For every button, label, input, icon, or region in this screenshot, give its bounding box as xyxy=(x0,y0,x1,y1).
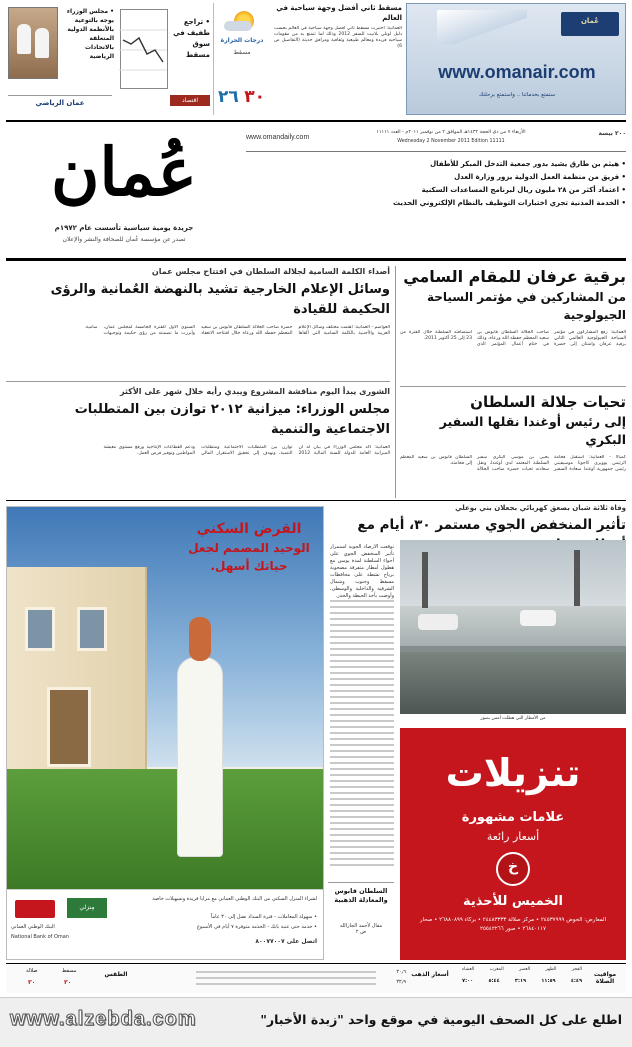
gold-label: أسعار الذهب xyxy=(411,971,449,978)
top-tourism-story xyxy=(274,3,402,115)
sale-line-2: أسعار رائعة xyxy=(486,830,540,843)
sports-headline: • مجلس الوزراء يوجه بالتوعية بالأنظمة الدولية المتعلقة بالاتحادات الرياضية xyxy=(66,8,114,60)
footer-site[interactable]: www.alzebda.com xyxy=(10,1008,197,1030)
prayer-label: مواقيت الصلاة xyxy=(593,971,617,985)
weather-label: درجات الحرارة xyxy=(220,37,264,44)
weather-city: مسقط xyxy=(233,49,251,56)
greetings-headline-2: إلى رئيس أوغندا نقلها السفير البكري xyxy=(439,414,626,447)
bank-ad-feature: • سهولة المعاملات - فترة السداد تصل إلى ٣٠ عاماً xyxy=(210,914,317,920)
market-headline: • تراجع طفيف في سوق مسقط xyxy=(173,18,210,59)
top-weather-box xyxy=(213,3,269,115)
cloud-icon xyxy=(224,21,252,31)
budget-kicker: الشورى يبدأ اليوم مناقشة المشروع ويبدي رأيه خلال شهر على الأكثر xyxy=(119,387,390,396)
weather-body: توقعت الأرصاد الجوية استمرار تأثير المنخفض الجوي على أجواء السلطنة لمدة يومين مع هطول أمطار متفرقة مصحوبة برياح نشطة على محافظات مسقط وجنوب وشمال الشرقية والداخلية والوسطى، وأوصت بأخذ الحيطة والحذر. xyxy=(330,544,394,599)
cable-headline-2: من المشاركين في مؤتمر السياحة الجيولوجية xyxy=(426,290,626,322)
bank-ad-badge: مِنزلي xyxy=(67,898,107,918)
bank-ad-body: لشراء المنزل السكني من البنك الوطني العماني مع مزايا فريدة وتسهيلات خاصة xyxy=(152,896,317,902)
shura-divider xyxy=(6,381,390,382)
greetings-body: كمبالا - العمانية: استقبل فخامة الرئيس يوويري كاجوتا موسيفيني رئيس جمهورية أوغندا سعادة السفير يحيى بن موسى البكري سفير السلطنة المعتمد لدى أوغندا، ونقل سعادته تحيات حضرة صاحب الجلالة السلطان قابوس بن سعيد المعظم إلى فخامته. xyxy=(400,455,626,472)
highlight-item[interactable]: • اعتماد أكثر من ٢٨ مليون ريال لبرنامج المساعدات السكنية xyxy=(421,186,626,194)
bank-ad-phone[interactable]: اتصل على ٨٠٠٧٧٠٠٧ xyxy=(255,938,317,945)
bank-name: البنك الوطني العماني xyxy=(11,924,55,930)
weather-photo[interactable] xyxy=(400,540,626,714)
date-strip xyxy=(246,128,626,152)
top-divider xyxy=(6,120,626,122)
budget-body: العمانية: أكد مجلس الوزراء في بيان له أن الميزانية العامة للدولة للسنة المالية 2012 توازن بين المتطلبات الاجتماعية ومتطلبات التنمية، وتهدف إلى تحقيق الاستقرار المالي ودعم القطاعات الإنتاجية ورفع مستوى معيشة المواطنين وتوفير فرص العمل. xyxy=(103,445,390,456)
prayer-name: المغرب xyxy=(489,967,504,972)
sale-title: تنزيلات xyxy=(445,751,581,795)
market-trend-icon xyxy=(119,10,167,90)
mini-ad-page: ص ٢ xyxy=(355,929,367,935)
bank-ad-father xyxy=(177,657,223,857)
story-weather-kicker: وفاة ثلاثة شبان بصعق كهربائي بجعلان بني بوعلي xyxy=(455,504,626,512)
prayer-time: ٧:٠٠ xyxy=(462,978,474,984)
logo-tagline: جريدة يومية سياسية تأسست عام ١٩٧٢م xyxy=(54,224,194,232)
temp-min: ٢٦ xyxy=(218,87,239,107)
price-label: ٢٠٠ بيسة xyxy=(598,130,626,137)
market-chart-thumb xyxy=(120,9,168,89)
budget-headline: مجلس الوزراء: ميزانية ٢٠١٢ توازن بين المتطلبات الاجتماعية والتنمية xyxy=(74,402,390,437)
prayer-time: ٥:٤٤ xyxy=(488,978,500,984)
date-arabic: الأربعاء ٧ من ذي الحجة ١٤٣٢هـ الموافق ٢ من نوفمبر ٢٠١١م - العدد ١١١١١ xyxy=(376,130,526,135)
store-logo-glyph: خ xyxy=(507,859,519,875)
bank-ad-title-3: حياتك أسهل. xyxy=(210,559,288,573)
footer-banner[interactable] xyxy=(0,997,632,1047)
mini-ad-author: مقال لأحمد الجارالله xyxy=(339,923,383,929)
prayer-name: الفجر xyxy=(571,967,582,972)
weather-headline[interactable]: تأثير المنخفض الجوي مستمر ٣٠، أيام مع xyxy=(357,517,626,533)
city-temp: ٣٠ xyxy=(28,979,36,986)
gold-value: ٢٠٫٦ xyxy=(396,969,406,975)
sports-photo xyxy=(8,7,58,79)
highlight-item[interactable]: • هيثم بن طارق يشيد بدور جمعية التدخل المبكر للأطفال xyxy=(430,160,626,168)
masthead xyxy=(6,124,626,254)
bank-ad[interactable] xyxy=(6,506,324,960)
logo-wordmark: عُمان xyxy=(50,133,198,211)
tourism-text: العمانية: اختيرت مسقط ثاني أفضل وجهة سياحية في العالم بحسب دليل لونلي بلانيت للسفر 2012 وذلك لما تتمتع به من مقومات سياحية فريدة ومعالم طبيعية وثقافية ومرافق حديثة (التفاصيل ص 6) xyxy=(274,26,402,49)
oman-air-ad[interactable] xyxy=(406,3,626,115)
site-url[interactable]: www.omandaily.com xyxy=(246,134,310,141)
oman-air-tagline: ستمتع بخدماتنا .. واستمتع برحلتك xyxy=(478,92,556,98)
weather-label-bottom: الطقس xyxy=(104,971,128,978)
bank-ad-feature: • خدمة حتى عتبة بابك - الخدمة متوفرة ٧ أيام في الأسبوع xyxy=(196,924,317,930)
bank-logo-icon xyxy=(15,900,55,918)
bottom-info-bar xyxy=(6,965,626,993)
bottom-bar-divider xyxy=(6,963,626,964)
story-budget[interactable] xyxy=(6,386,390,496)
bank-ad-house xyxy=(7,567,147,777)
footer-promo-text: اطلع على كل الصحف اليومية في موقع واحد "زبدة الأخبار" xyxy=(260,1012,622,1027)
prayer-name: العصر xyxy=(519,967,531,972)
story-shura[interactable] xyxy=(6,266,390,378)
bank-ad-title-1: القرض السكني xyxy=(196,521,302,537)
city-name: صلالة xyxy=(26,968,38,974)
greetings-headline-1: تحيات جلالة السلطان xyxy=(470,393,626,411)
oman-air-logo-text: عُمان xyxy=(580,17,600,25)
highlight-item[interactable]: • فريق من منظمة العمل الدولية يزور وزارة العدل xyxy=(454,173,626,181)
city-name: مسقط xyxy=(62,968,77,974)
bank-ad-lawn xyxy=(7,769,324,889)
market-rates-lines xyxy=(196,971,376,989)
shura-kicker: أصداء الكلمة السامية لجلالة السلطان في افتتاح مجلس عمان xyxy=(151,267,390,276)
oman-air-url[interactable]: www.omanair.com xyxy=(438,62,596,82)
plane-wing-graphic xyxy=(437,10,527,44)
prayer-name: الظهر xyxy=(545,967,557,972)
cable-divider xyxy=(400,386,626,387)
highlight-item[interactable]: • الخدمة المدنية تجري اختبارات التوظيف بالنظام الإلكتروني الحديث xyxy=(393,199,626,207)
newspaper-logo[interactable] xyxy=(12,133,236,222)
store-branches: المعارض: الخوض ٢٤٥٣٧٩٩٩ • مركز صلالة ٢٤٤٨٣٣٣٣ • بركاء ٢٦٨٨٠٨٩٩ • صحار ٢٦٨٤٠١١٧ • صور ٢٥٥٤٢٢٦٦ xyxy=(419,917,607,932)
tourism-headline: مسقط ثاني أفضل وجهة سياحية في العالم xyxy=(276,4,402,22)
story-cable[interactable] xyxy=(400,266,626,382)
sale-line-1: علامات مشهورة xyxy=(461,810,565,825)
prayer-time: ١١:٥٩ xyxy=(541,978,556,984)
bank-name-en: National Bank of Oman xyxy=(11,934,70,940)
prayer-time: ٣:١٩ xyxy=(514,978,527,984)
gold-value: ٢٢٫٩ xyxy=(396,979,406,985)
shura-body: العواصم - العمانية: اهتمت مختلف وسائل الإعلام العربية والأجنبية بالكلمة السامية التي ألقاها حضرة صاحب الجلالة السلطان قابوس بن سعيد المعظم حفظه الله ورعاه خلال افتتاحه الانعقاد السنوي الأول للفترة الخامسة لمجلس عمان، وأبرزت ما تضمنته من رؤى حكيمة وتوجيهات سامية. xyxy=(84,325,390,336)
bank-ad-child xyxy=(189,617,211,661)
top-promo-strip xyxy=(6,3,626,115)
logo-publisher: تصدر عن مؤسسة عُمان للصحافة والنشر والإعلان xyxy=(62,236,186,243)
column-divider xyxy=(395,266,396,498)
shura-headline: وسائل الإعلام الخارجية تشيد بالنهضة العُمانية والرؤى الحكيمة للقيادة xyxy=(50,282,390,317)
sale-ad[interactable] xyxy=(400,728,626,960)
top-market-teaser[interactable] xyxy=(118,3,210,115)
prayer-name: العشاء xyxy=(462,967,475,972)
front-highlights xyxy=(246,158,626,248)
cable-headline-1: برقية عرفان للمقام السامي xyxy=(403,267,626,286)
prayer-table xyxy=(462,967,582,991)
prayer-time: ٤:٤٩ xyxy=(570,978,582,984)
mini-ad-title: السلطان قابوس والمعادلة الذهبية xyxy=(334,887,388,904)
bank-ad-title-2: الوحيد المصمم لجعل xyxy=(188,541,310,555)
city-temp: ٣٠ xyxy=(64,979,72,986)
weather-body-continued xyxy=(330,600,394,880)
masthead-divider xyxy=(6,258,626,261)
mid-divider xyxy=(6,500,626,501)
weather-photo-caption: من الأمطار التي هطلت أمس بصور xyxy=(480,716,546,721)
temp-max: ٣٠ xyxy=(244,87,265,107)
story-greetings[interactable] xyxy=(400,392,626,496)
economy-tag: اقتصاد xyxy=(170,95,210,106)
bank-ad-panel xyxy=(7,889,324,960)
store-name: الخميس للأحذية xyxy=(462,894,564,909)
sports-section-label: عمان الرياضي xyxy=(8,95,112,107)
date-english: Wednesday 2 November 2011 Edition 11111 xyxy=(397,139,505,144)
cable-body: العمانية: رفع المشاركون في مؤتمر السياحة الجيولوجية العالمي الثاني برقية عرفان وامتنان إلى حضرة صاحب الجلالة السلطان قابوس بن سعيد المعظم حفظه الله ورعاه، وذلك في ختام أعمال المؤتمر الذي استضافته السلطنة خلال الفترة من 23 إلى 25 أكتوبر 2011. xyxy=(400,330,626,347)
top-sports-teaser[interactable] xyxy=(6,3,114,115)
mini-ad-column[interactable] xyxy=(328,882,394,960)
